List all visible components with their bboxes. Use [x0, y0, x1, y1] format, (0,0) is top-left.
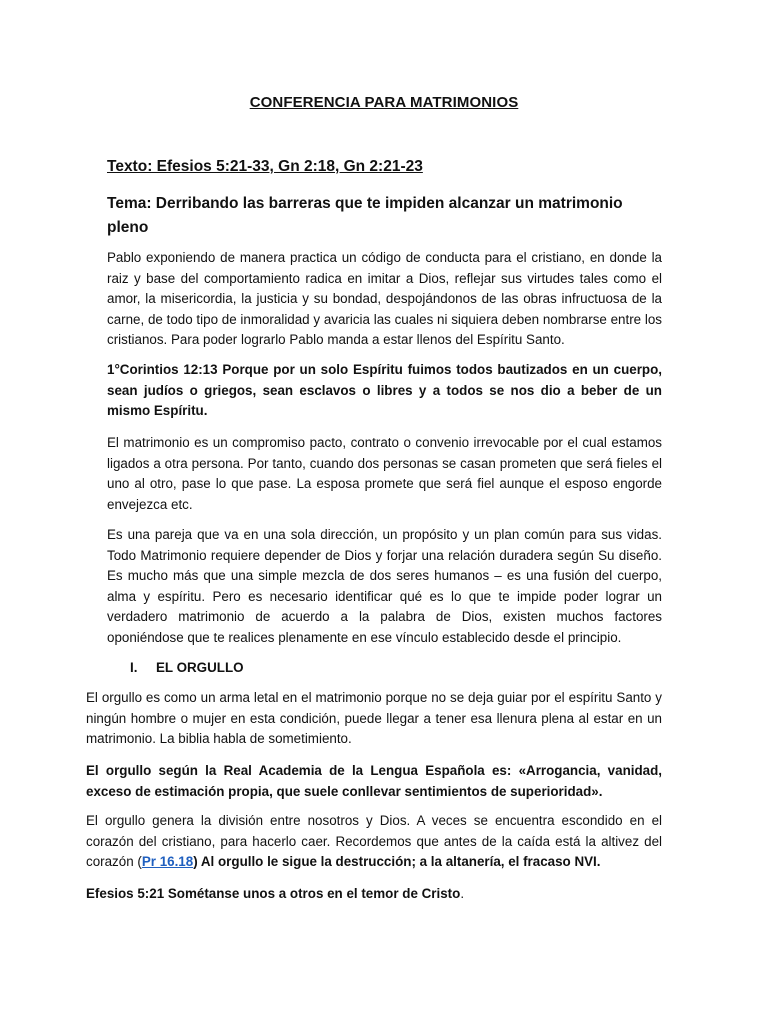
pride-paragraph: El orgullo es como un arma letal en el matrimonio porque no se deja guiar por el espíritu Santo y ningún hombre o mujer en esta condición, puede llegar a tener esa llenura plena al estar en un matrimonio. La biblia habla de sometimiento.	[86, 690, 662, 746]
pride-division-text: El orgullo genera la división entre nosotros y Dios. A veces se encuentra escondido en el corazón del cristiano, para hacerlo caer. Recordemos que antes de la caída está la altivez del corazón (	[86, 813, 662, 869]
section-label: EL ORGULLO	[156, 660, 244, 675]
document-title: CONFERENCIA PARA MATRIMONIOS	[249, 94, 519, 111]
section-heading-pride	[130, 660, 244, 675]
intro-paragraph: Pablo exponiendo de manera practica un código de conducta para el cristiano, en donde la raiz y base del comportamiento radica en imitar a Dios, reflejar sus virtudes tales como el amor, la misericordia, la justicia y su bondad, despojándonos de las obras infructuosa de la carne, de todo tipo de inmoralidad y avaricia las cuales ni siquiera deben nombrarse entre los cristianos. Para poder lograrlo Pablo manda a estar llenos del Espíritu Santo.	[107, 250, 662, 347]
ephesians-paragraph	[86, 884, 662, 905]
corinthians-quote: 1°Corintios 12:13 Porque por un solo Espíritu fuimos todos bautizados en un cuerpo, sean judíos o griegos, sean esclavos o libres y a todos se nos dio a beber de un mismo Espíritu.	[107, 362, 662, 418]
pride-division-paragraph	[86, 811, 662, 873]
scripture-reference: Texto: Efesios 5:21-33, Gn 2:18, Gn 2:21-23	[107, 158, 423, 175]
section-number: I.	[130, 660, 138, 675]
ephesians-quote: Efesios 5:21 Sométanse unos a otros en el temor de Cristo	[86, 886, 461, 901]
theme-heading: Tema: Derribando las barreras que te impiden alcanzar un matrimonio pleno	[107, 195, 623, 236]
marriage-definition-paragraph: El matrimonio es un compromiso pacto, contrato o convenio irrevocable por el cual estamos ligados a otra persona. Por tanto, cuando dos personas se casan prometen que será fieles el uno al otro, pase lo que pase. La esposa promete que será fiel aunque el esposo engorde envejezca etc.	[107, 435, 662, 512]
ephesians-period: .	[460, 886, 465, 901]
rae-definition-paragraph: El orgullo según la Real Academia de la Lengua Española es: «Arrogancia, vanidad, exceso de estimación propia, que suele conllevar sentimientos de superioridad».	[86, 763, 662, 799]
proverbs-link[interactable]: Pr 16.18	[141, 854, 194, 869]
proverbs-quote: ) Al orgullo le sigue la destrucción; a la altanería, el fracaso NVI.	[193, 854, 601, 869]
marriage-purpose-paragraph: Es una pareja que va en una sola dirección, un propósito y un plan común para sus vidas. Todo Matrimonio requiere depender de Dios y forjar una relación duradera según Su diseño. Es mucho más que una simple mezcla de dos seres humanos – es una fusión del cuerpo, alma y espíritu. Pero es necesario identificar qué es lo que te impide poder lograr un verdadero matrimonio de acuerdo a la palabra de Dios, existen muchos factores oponiéndose que te realices plenamente en ese vínculo establecido desde el principio.	[107, 527, 662, 645]
